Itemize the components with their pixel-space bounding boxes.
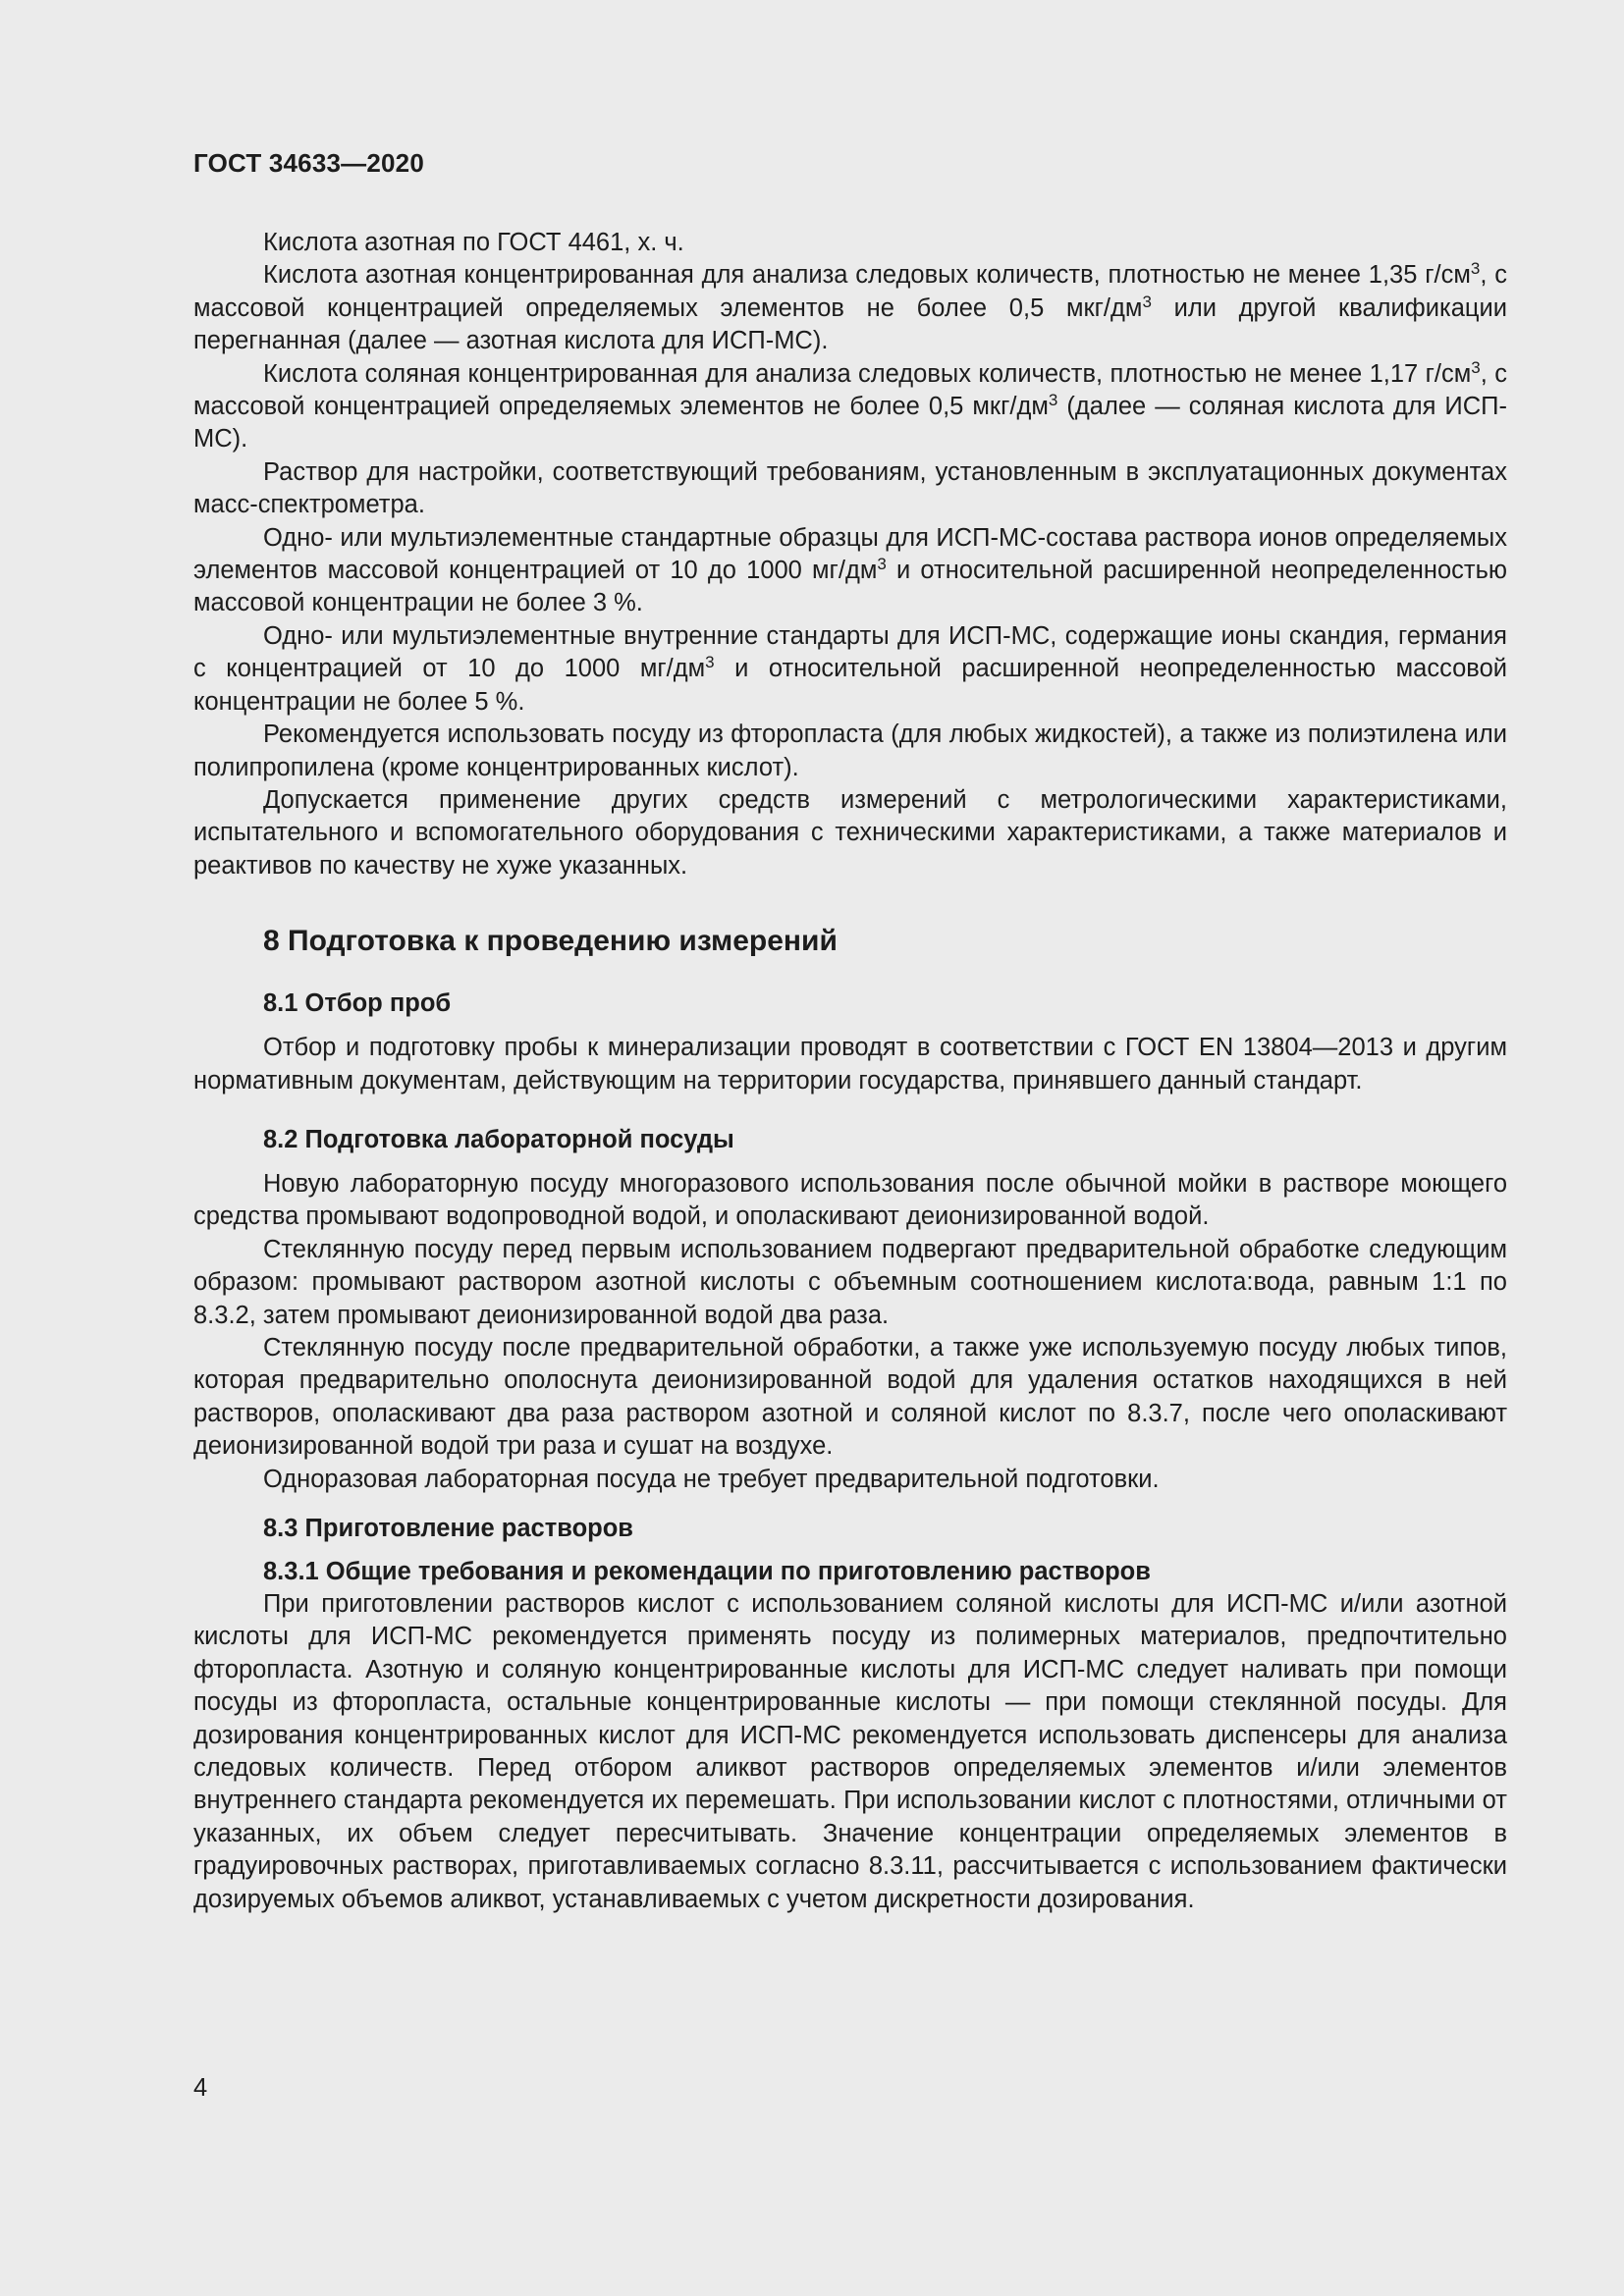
section-8-3-heading: 8.3 Приготовление растворов: [263, 1515, 633, 1542]
paragraph-hydrochloric-acid: Кислота соляная концентрированная для анализа следовых количеств, плотностью не менее 1,17 $г/см^3$, с массовой концентрацией определяемых элементов не более 0,5 мкг/$дм^3$ (далее — соляная кислота для ИСП-МС).: [193, 357, 1507, 454]
paragraph-other-instruments: Допускается применение других средств измерений с метрологическими характеристиками, испытательного и вспомогательного оборудования с техническими характеристиками, а также материалов и реактивов по качеству не хуже указанных.: [193, 785, 1507, 880]
section-8-2-heading: 8.2 Подготовка лабораторной посуды: [263, 1125, 734, 1153]
paragraph-tuning-solution: Раствор для настройки, соответствующий требованиям, установленным в эксплуатационных документах масс-спектрометра.: [193, 457, 1507, 519]
paragraph-internal-standards: Одно- или мультиэлементные внутренние стандарты для ИСП-МС, содержащие ионы скандия, германия с концентрацией от 10 до 1000 $мг/дм^3$ и относительной расширенной неопределенностью массовой концентрации не более 5 %.: [193, 621, 1507, 716]
paragraph-nitric-acid-gost: Кислота азотная по ГОСТ 4461, х. ч.: [263, 229, 684, 256]
paragraph-glassware-pretreatment: Стеклянную посуду перед первым использованием подвергают предварительной обработке следующим образом: промывают раствором азотной кислоты с объемным соотношением кислота:вода, равным 1:1 по 8.3.2, затем промывают деионизированной водой два раза.: [193, 1235, 1507, 1329]
section-8-heading: 8 Подготовка к проведению измерений: [263, 925, 838, 958]
paragraph-standard-samples: Одно- или мультиэлементные стандартные образцы для ИСП-МС-состава раствора ионов определяемых элементов массовой концентрацией от 10 до 1000 $мг/дм^3$ и относительной расширенной неопределенностью массовой концентрации не более 3 %.: [193, 523, 1507, 617]
section-8-1-heading: 8.1 Отбор проб: [263, 989, 452, 1018]
paragraph-labware-recommendation: Рекомендуется использовать посуду из фторопласта (для любых жидкостей), а также из полиэтилена или полипропилена (кроме концентрированных кислот).: [193, 721, 1507, 781]
paragraph-solution-preparation: При приготовлении растворов кислот с использованием соляной кислоты для ИСП-МС и/или азотной кислоты для ИСП-МС рекомендуется применять посуду из полимерных материалов, предпочтительно фторопласта. Азотную и соляную концентрированные кислоты для ИСП-МС следует наливать при помощи посуды из фторопласта, остальные концентрированные кислоты — при помощи стеклянной посуды. Для дозирования концентрированных кислот для ИСП-МС рекомендуется использовать диспенсеры для анализа следовых количеств. Перед отбором аликвот растворов определяемых элементов и/или элементов внутреннего стандарта рекомендуется их перемешать. При использовании кислот с плотностями, отличными от указанных, их объем следует пересчитывать. Значение концентрации определяемых элементов в градуировочных растворах, приготавливаемых согласно 8.3.11, рассчитывается с использованием фактически дозируемых объемов аликвот, устанавливаемых с учетом дискретности дозирования.: [193, 1590, 1507, 1913]
paragraph-sampling: Отбор и подготовку пробы к минерализации проводят в соответствии с ГОСТ EN 13804—2013 и другим нормативным документам, действующим на территории государства, принявшего данный стандарт.: [193, 1034, 1507, 1095]
page-number: 4: [193, 2074, 208, 2102]
section-8-3-1-heading: 8.3.1 Общие требования и рекомендации по приготовлению растворов: [263, 1558, 1151, 1585]
paragraph-nitric-acid-conc: Кислота азотная концентрированная для анализа следовых количеств, плотностью не менее 1,35 $г/см^3$, с массовой концентрацией определяемых элементов не более 0,5 мкг/$дм^3$ или другой квалификации перегнанная (далее — азотная кислота для ИСП-МС).: [193, 259, 1508, 355]
document-header: ГОСТ 34633—2020: [193, 148, 424, 178]
document-body: [193, 227, 1507, 1916]
paragraph-glassware-rinsing: Стеклянную посуду после предварительной обработки, а также уже используемую посуду любых типов, которая предварительно ополоснута деионизированной водой для удаления остатков находящихся в ней растворов, ополаскивают два раза раствором азотной и соляной кислот по 8.3.7, после чего ополаскивают деионизированной водой три раза и сушат на воздухе.: [193, 1333, 1507, 1461]
paragraph-new-labware: Новую лабораторную посуду многоразового использования после обычной мойки в растворе моющего средства промывают водопроводной водой, и ополаскивают деионизированной водой.: [193, 1169, 1507, 1231]
paragraph-disposable-labware: Одноразовая лабораторная посуда не требует предварительной подготовки.: [263, 1465, 1160, 1493]
